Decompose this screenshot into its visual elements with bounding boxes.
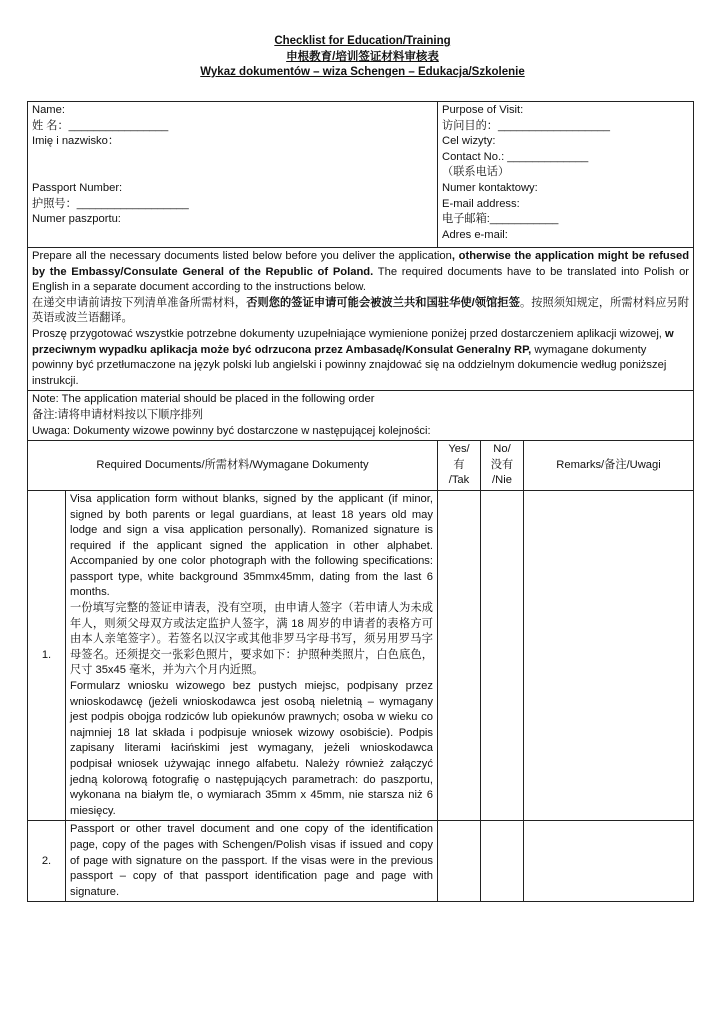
no-checkbox-cell[interactable] [481,821,524,902]
instructions-cell [28,248,694,391]
visit-contact-cell [438,102,694,248]
yes-checkbox-cell[interactable] [438,821,481,902]
required-documents-header: Required Documents/所需材料/Wymagane Dokumenty [28,441,438,491]
item-description-pl: Formularz wniosku wizowego bez pustych miejsc, podpisany przez wnioskodawcę (jeżeli wnioskodawca jest osobą nieletnią – wymagany jest podpis obojga rodziców lub opiekunów prawnych; osoba w wieku co najmniej 18 lat składa i podpisuje wniosek wizowy osobiście). Podpis zapisany literami łacińskimi jest wymagany, jeżeli wnioskodawca podpisał wniosek używając innego alfabetu. Należy również załączyć jedną kolorową fotografię o następujących parametrach: do paszportu, wykonana na białym tle, o wymiarach 35mm x 45mm, nie starsza niż 6 miesięcy. [70,680,433,817]
passport-field-zh[interactable]: 护照号：__________________ [32,197,189,210]
instructions-pl-text: Proszę przygotować wszystkie potrzebne dokumenty uzupełniające wymienione poniżej przed dostarczeniem aplikacji wizowej, [32,327,666,340]
table-header-row [28,441,694,491]
contact-label-pl: Numer kontaktowy: [442,181,538,194]
note-zh: 备注:请将申请材料按以下顺序排列 [32,408,203,421]
item-description-en: Visa application form without blanks, signed by the applicant (if minor, signed by both parents or legal guardians, at least 18 years old may lodge and sign a visa application personally). Romanized signature is required if the applicant signed the application in other alphabet. Accompanied by one color photograph with the following specifications: passport type, white background 35mmx45mm, dating from the last 6 months. [70,492,433,599]
title-polish: Wykaz dokumentów – wiza Schengen – Edukacja/Szkolenie [200,66,525,78]
item-number: 2. [28,821,66,902]
name-field-zh[interactable]: 姓 名：________________ [32,119,169,132]
email-field-zh[interactable]: 电子邮箱:___________ [442,213,559,226]
instructions-pl [32,327,689,389]
item-description-en: Passport or other travel document and one copy of the identification page, copy of the pages with Schengen/Polish visas if issued and copy of page with signature on the passport. If the visas were in the previous passport – copy of that passport identification page and page with signature. [70,823,433,898]
no-column-header [481,441,524,491]
instructions-en [32,249,689,296]
instructions-zh-text: 在递交申请前请按下列清单准备所需材料， [32,296,247,309]
applicant-name-passport-cell [28,102,438,248]
note-cell [28,391,694,441]
instructions-en-warning: , otherwise the application might be refused by the Embassy/Consulate General of the Republic of Poland. [32,250,690,278]
remarks-cell[interactable] [524,821,694,902]
note-pl: Uwaga: Dokumenty wizowe powinny być dostarczone w następującej kolejności: [32,424,431,437]
title-english: Checklist for Education/Training [274,35,451,47]
name-label-pl: Imię i nazwisko： [32,135,120,148]
table-row [28,821,694,902]
passport-label-en: Passport Number: [32,181,123,194]
name-label-en: Name: [32,104,65,116]
item-description [66,821,438,902]
contact-label-zh: （联系电话） [442,166,510,179]
instructions-en-translation: The required documents have to be translated into Polish or English in a separate document according to the instructions below. [32,265,690,294]
no-header-zh: 没有 [490,458,514,471]
yes-header-pl: /Tak [448,474,470,487]
instructions-zh [32,296,689,327]
no-checkbox-cell[interactable] [481,490,524,820]
item-number: 1. [28,490,66,820]
no-header-en: No/ [493,443,511,456]
purpose-field-zh[interactable]: 访问目的：__________________ [442,119,610,132]
passport-label-pl: Numer paszportu: [32,213,121,226]
instructions-pl-warning: w przeciwnym wypadku aplikacja może być odrzucona przez Ambasadę/Konsulat Generalny RP, [32,327,674,356]
yes-header-zh: 有 [453,458,465,471]
instructions-en-text: Prepare all the necessary documents listed below before you deliver the application [32,250,452,262]
instructions-zh-warning: 否则您的签证申请可能会被波兰共和国驻华使/领馆拒签 [246,296,520,309]
yes-checkbox-cell[interactable] [438,490,481,820]
item-description-zh: 一份填写完整的签证申请表，没有空项，由申请人签字（若申请人为未成年人，则须父母双方或法定监护人签字，满 18 周岁的申请者的表格方可由本人亲笔签字）。若签名以汉字或其他非罗马字母书写，须另用罗马字母签名。还须提交一张彩色照片，要求如下：护照种类照片，白色底色，尺寸 35x45 毫米，并为六个月内近照。 [70,602,433,677]
item-description [66,490,438,820]
title-chinese: 申根教育/培训签证材料审核表 [286,50,439,63]
instructions-pl-translation: wymagane dokumenty powinny być przetłumaczone na język polski lub angielski i powinny znajdować się na oddzielnym dokumencie według poniższej instrukcji. [32,343,667,387]
remarks-column-header: Remarks/备注/Uwagi [524,441,694,491]
contact-field-en[interactable]: Contact No.: _____________ [442,150,589,163]
note-en: Note: The application material should be placed in the following order [32,393,375,406]
yes-column-header [438,441,481,491]
yes-header-en: Yes/ [448,443,470,456]
purpose-label-pl: Cel wizyty: [442,135,496,148]
note-row [28,391,694,441]
email-label-pl: Adres e-mail: [442,228,508,241]
instructions-row [28,248,694,391]
email-label-en: E-mail address: [442,197,520,210]
remarks-cell[interactable] [524,490,694,820]
no-header-pl: /Nie [492,474,512,487]
instructions-zh-translation: 。按照须知规定，所需材料应另附英语或波兰语翻译。 [32,296,689,325]
table-row [28,490,694,820]
document-titles [0,34,725,81]
purpose-label-en: Purpose of Visit: [442,104,524,116]
applicant-info-row [28,102,694,248]
checklist-table [27,101,694,902]
